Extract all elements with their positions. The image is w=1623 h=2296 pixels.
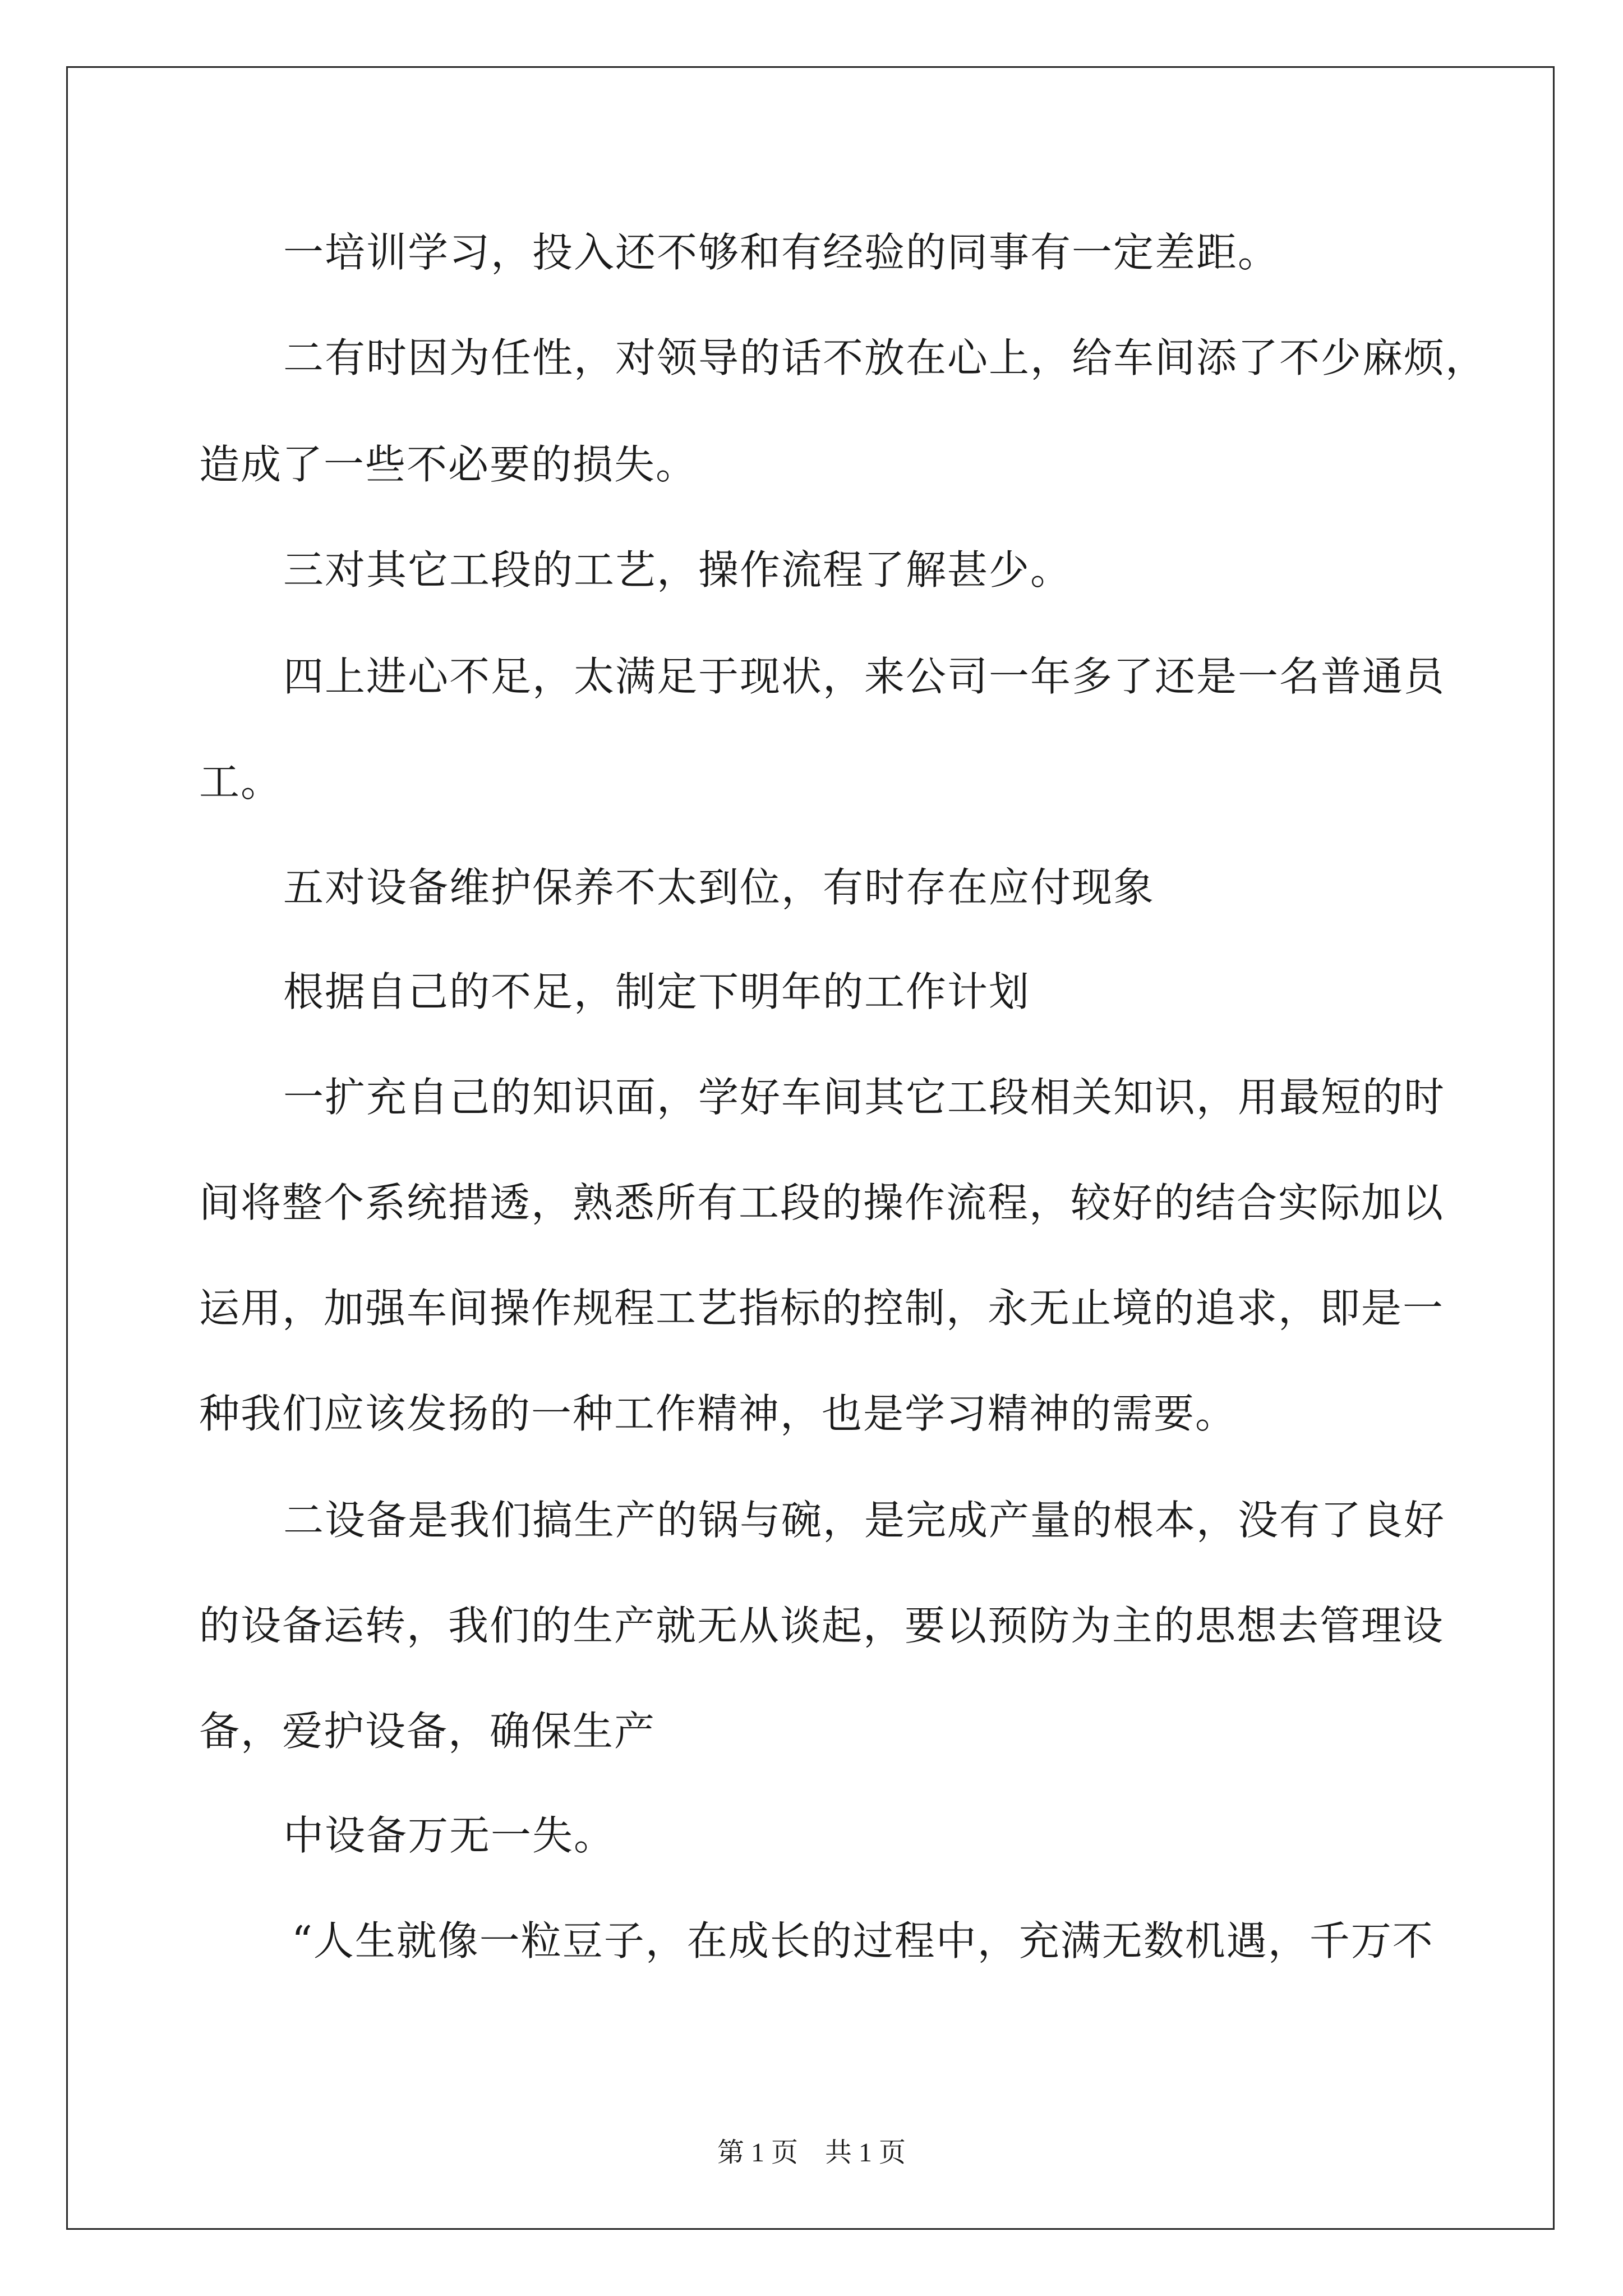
text-line: 三对其它工段的工艺，操作流程了解甚少。: [283, 546, 1072, 593]
text-line: 工。: [199, 758, 283, 806]
text-line: 二设备是我们搞生产的锅与碗，是完成产量的根本，没有了良好: [283, 1497, 1446, 1544]
page-number: 第 1 页 共 1 页: [717, 2138, 906, 2168]
text-line: 五对设备维护保养不太到位，有时存在应付现象: [283, 864, 1155, 911]
text-line: 根据自己的不足，制定下明年的工作计划: [283, 968, 1031, 1015]
text-line: 中设备万无一失。: [283, 1812, 616, 1859]
text-line: 备，爱护设备，确保生产: [199, 1708, 656, 1755]
text-line: 间将整个系统措透，熟悉所有工段的操作流程，较好的结合实际加以: [199, 1179, 1445, 1226]
text-line: 造成了一些不必要的损失。: [199, 441, 698, 488]
text-line: 四上进心不足，太满足于现状，来公司一年多了还是一名普通员: [283, 653, 1446, 700]
text-line: 二有时因为任性，对领导的话不放在心上，给车间添了不少麻烦，: [283, 334, 1487, 381]
text-line: 一培训学习，投入还不够和有经验的同事有一定差距。: [283, 229, 1280, 276]
text-line: 运用，加强车间操作规程工艺指标的控制，永无止境的追求，即是一: [199, 1285, 1445, 1332]
text-line: “人生就像一粒豆子，在成长的过程中，充满无数机遇，千万不: [292, 1917, 1434, 1964]
page-border: [66, 66, 1555, 2230]
text-line: 种我们应该发扬的一种工作精神，也是学习精神的需要。: [199, 1390, 1237, 1437]
text-line: 的设备运转，我们的生产就无从谈起，要以预防为主的思想去管理设: [199, 1602, 1445, 1649]
text-line: 一扩充自己的知识面，学好车间其它工段相关知识，用最短的时: [283, 1074, 1446, 1121]
